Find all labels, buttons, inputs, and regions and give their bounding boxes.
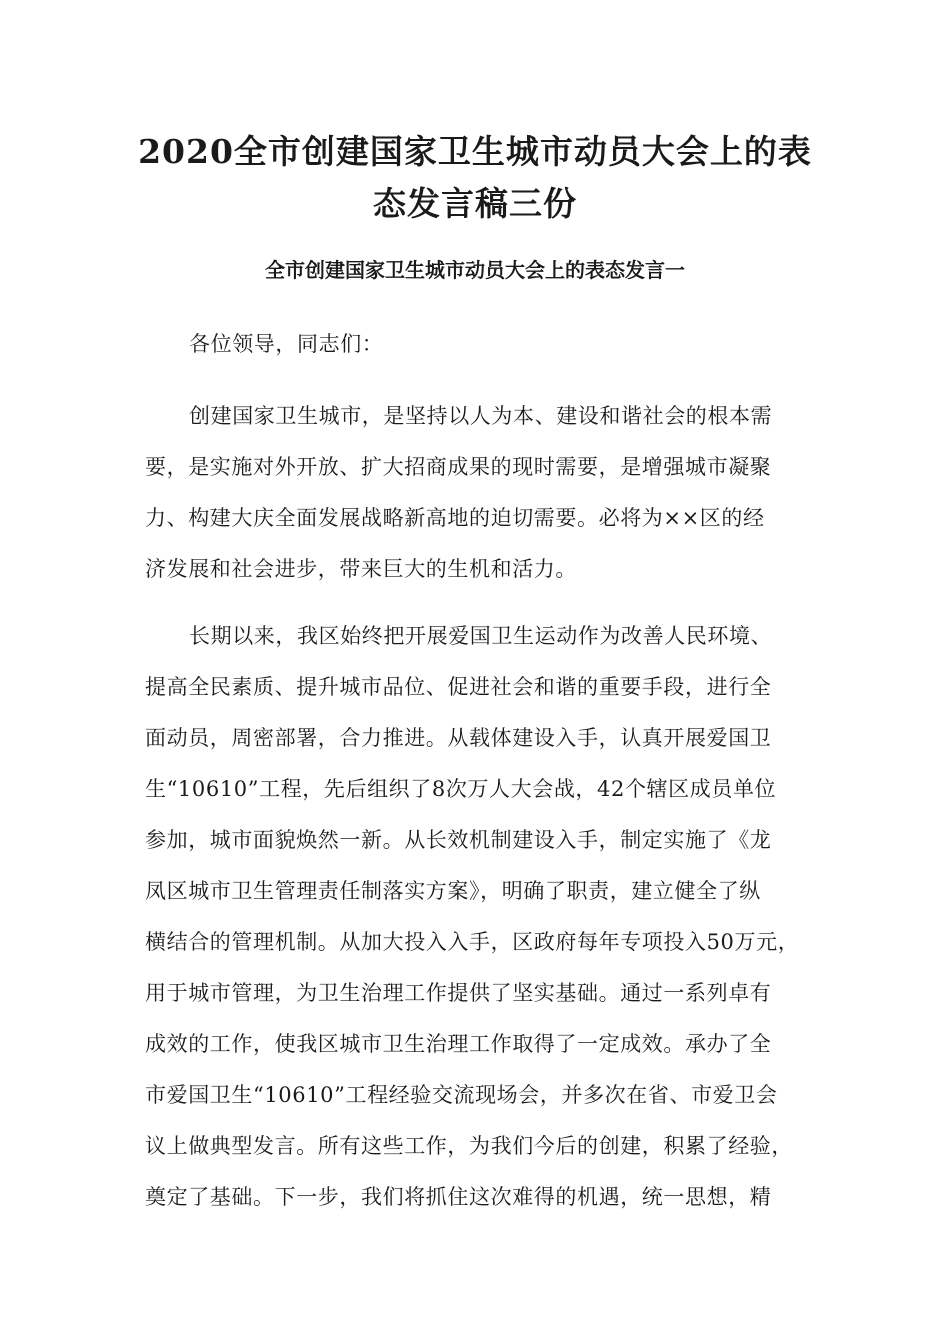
greeting — [145, 319, 805, 370]
paragraph-line: 凤区城市卫生管理责任制落实方案》，明确了职责，建立健全了纵 — [145, 879, 761, 903]
paragraph-line: 市爱国卫生“10610”工程经验交流现场会，并多次在省、市爱卫会 — [145, 1083, 778, 1107]
paragraph-line: 提高全民素质、提升城市品位、促进社会和谐的重要手段，进行全 — [145, 675, 772, 699]
paragraph-line: 创建国家卫生城市，是坚持以人为本、建设和谐社会的根本需 — [189, 404, 773, 428]
paragraph-line: 生“10610”工程，先后组织了8次万人大会战，42个辖区成员单位 — [145, 777, 777, 801]
paragraph-1 — [145, 391, 805, 595]
paragraph-line: 用于城市管理，为卫生治理工作提供了坚实基础。通过一系列卓有 — [145, 981, 772, 1005]
paragraph-2 — [145, 611, 805, 1223]
greeting-text: 各位领导，同志们： — [189, 332, 384, 356]
paragraph-line: 面动员，周密部署，合力推进。从载体建设入手，认真开展爱国卫 — [145, 726, 772, 750]
document-title — [120, 126, 830, 230]
document-title-line-2: 态发言稿三份 — [373, 184, 577, 223]
paragraph-line: 横结合的管理机制。从加大投入入手，区政府每年专项投入50万元， — [145, 930, 800, 954]
section-title: 全市创建国家卫生城市动员大会上的表态发言一 — [265, 258, 685, 282]
document-title-line-1: 2020全市创建国家卫生城市动员大会上的表 — [138, 132, 812, 171]
paragraph-line: 奠定了基础。下一步，我们将抓住这次难得的机遇，统一思想，精 — [145, 1185, 772, 1209]
paragraph-line: 议上做典型发言。所有这些工作，为我们今后的创建，积累了经验， — [145, 1134, 793, 1158]
paragraph-line: 长期以来，我区始终把开展爱国卫生运动作为改善人民环境、 — [189, 624, 773, 648]
paragraph-line: 参加，城市面貌焕然一新。从长效机制建设入手，制定实施了《龙 — [145, 828, 772, 852]
paragraph-line: 济发展和社会进步，带来巨大的生机和活力。 — [145, 557, 577, 581]
paragraph-line: 成效的工作，使我区城市卫生治理工作取得了一定成效。承办了全 — [145, 1032, 772, 1056]
paragraph-line: 要，是实施对外开放、扩大招商成果的现时需要，是增强城市凝聚 — [145, 455, 772, 479]
paragraph-line: 力、构建大庆全面发展战略新高地的迫切需要。必将为××区的经 — [145, 506, 765, 530]
